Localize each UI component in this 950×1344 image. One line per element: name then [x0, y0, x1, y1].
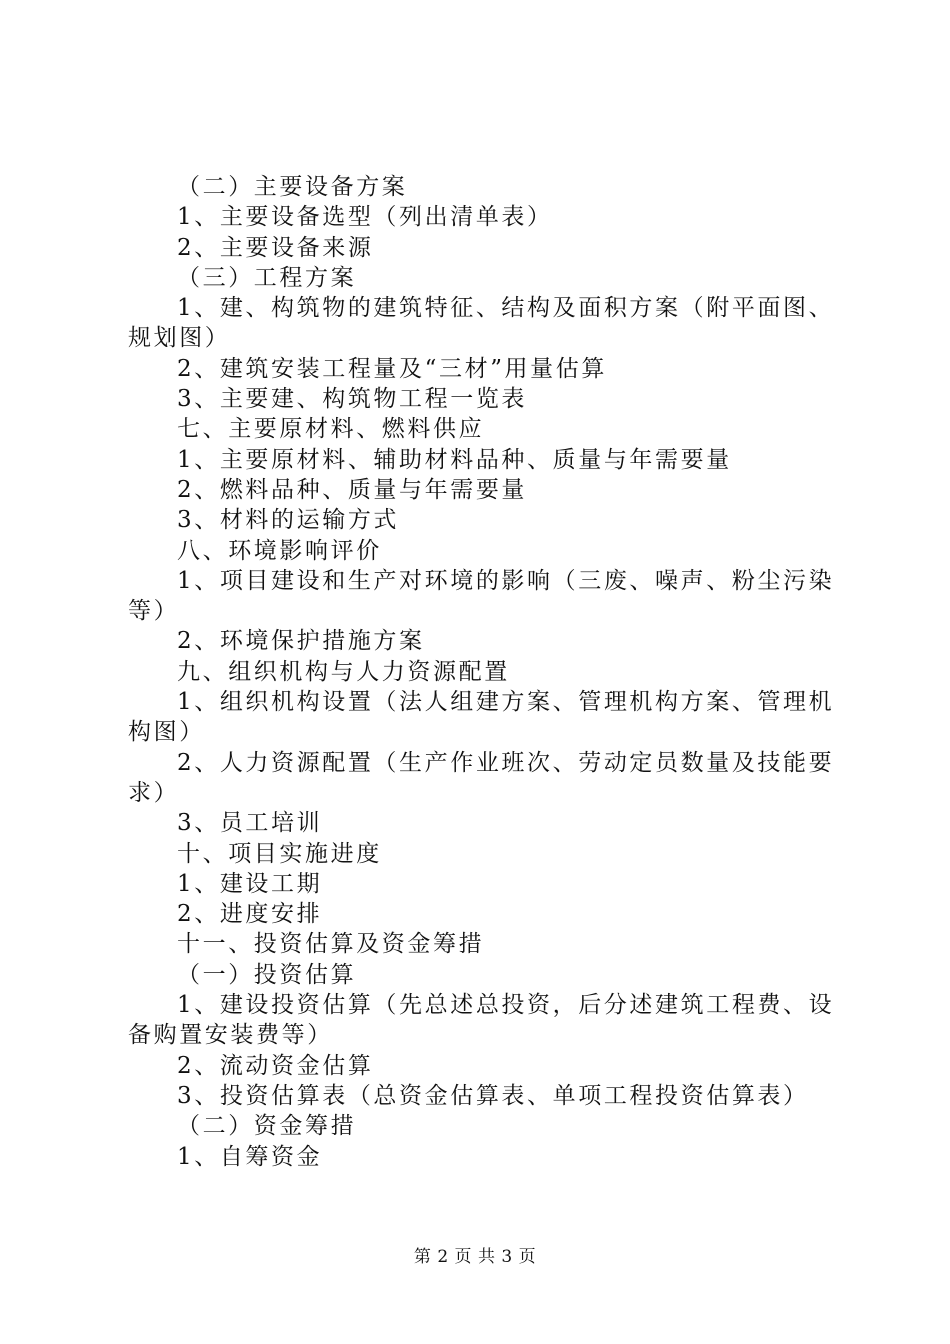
paragraph: 2、燃料品种、质量与年需要量	[177, 476, 528, 503]
paragraph: 1、主要设备选型（列出清单表）	[177, 204, 553, 231]
paragraph: 1、项目建设和生产对环境的影响（三废、噪声、粉尘污染等）	[128, 567, 835, 625]
paragraph: 2、流动资金估算	[177, 1052, 374, 1079]
paragraph: 1、建设工期	[177, 870, 323, 897]
paragraph: 3、员工培训	[177, 810, 323, 837]
subsection-heading: （二）资金筹措	[177, 1113, 357, 1140]
page-footer: 第 2 页 共 3 页	[413, 1247, 537, 1267]
paragraph: 1、主要原材料、辅助材料品种、质量与年需要量	[177, 446, 732, 473]
paragraph: 2、主要设备来源	[177, 234, 374, 261]
paragraph: 1、组织机构设置（法人组建方案、管理机构方案、管理机构图）	[128, 689, 835, 746]
paragraph: 2、建筑安装工程量及“三材”用量估算	[177, 355, 607, 382]
section-heading: 七、主要原材料、燃料供应	[177, 416, 485, 443]
paragraph: 3、主要建、构筑物工程一览表	[177, 386, 528, 413]
section-heading: 九、组织机构与人力资源配置	[177, 658, 510, 685]
section-heading: 八、环境影响评价	[177, 537, 382, 564]
section-heading: 十、项目实施进度	[177, 840, 382, 867]
paragraph: （二）主要设备方案	[177, 174, 408, 200]
paragraph: 1、建设投资估算（先总述总投资，后分述建筑工程费、设备购置安装费等）	[128, 992, 835, 1049]
document-body	[128, 172, 836, 1172]
paragraph: 3、材料的运输方式	[177, 507, 400, 534]
subsection-heading: （一）投资估算	[177, 961, 357, 988]
paragraph: 3、投资估算表（总资金估算表、单项工程投资估算表）	[177, 1082, 809, 1109]
paragraph: 2、进度安排	[177, 901, 323, 928]
paragraph: 1、自筹资金	[177, 1143, 323, 1170]
paragraph: 1、建、构筑物的建筑特征、结构及面积方案（附平面图、规划图）	[128, 295, 835, 352]
paragraph: （三）工程方案	[177, 264, 357, 291]
paragraph: 2、环境保护措施方案	[177, 628, 425, 655]
section-heading: 十一、投资估算及资金筹措	[177, 931, 485, 958]
paragraph: 2、人力资源配置（生产作业班次、劳动定员数量及技能要求）	[128, 749, 835, 806]
